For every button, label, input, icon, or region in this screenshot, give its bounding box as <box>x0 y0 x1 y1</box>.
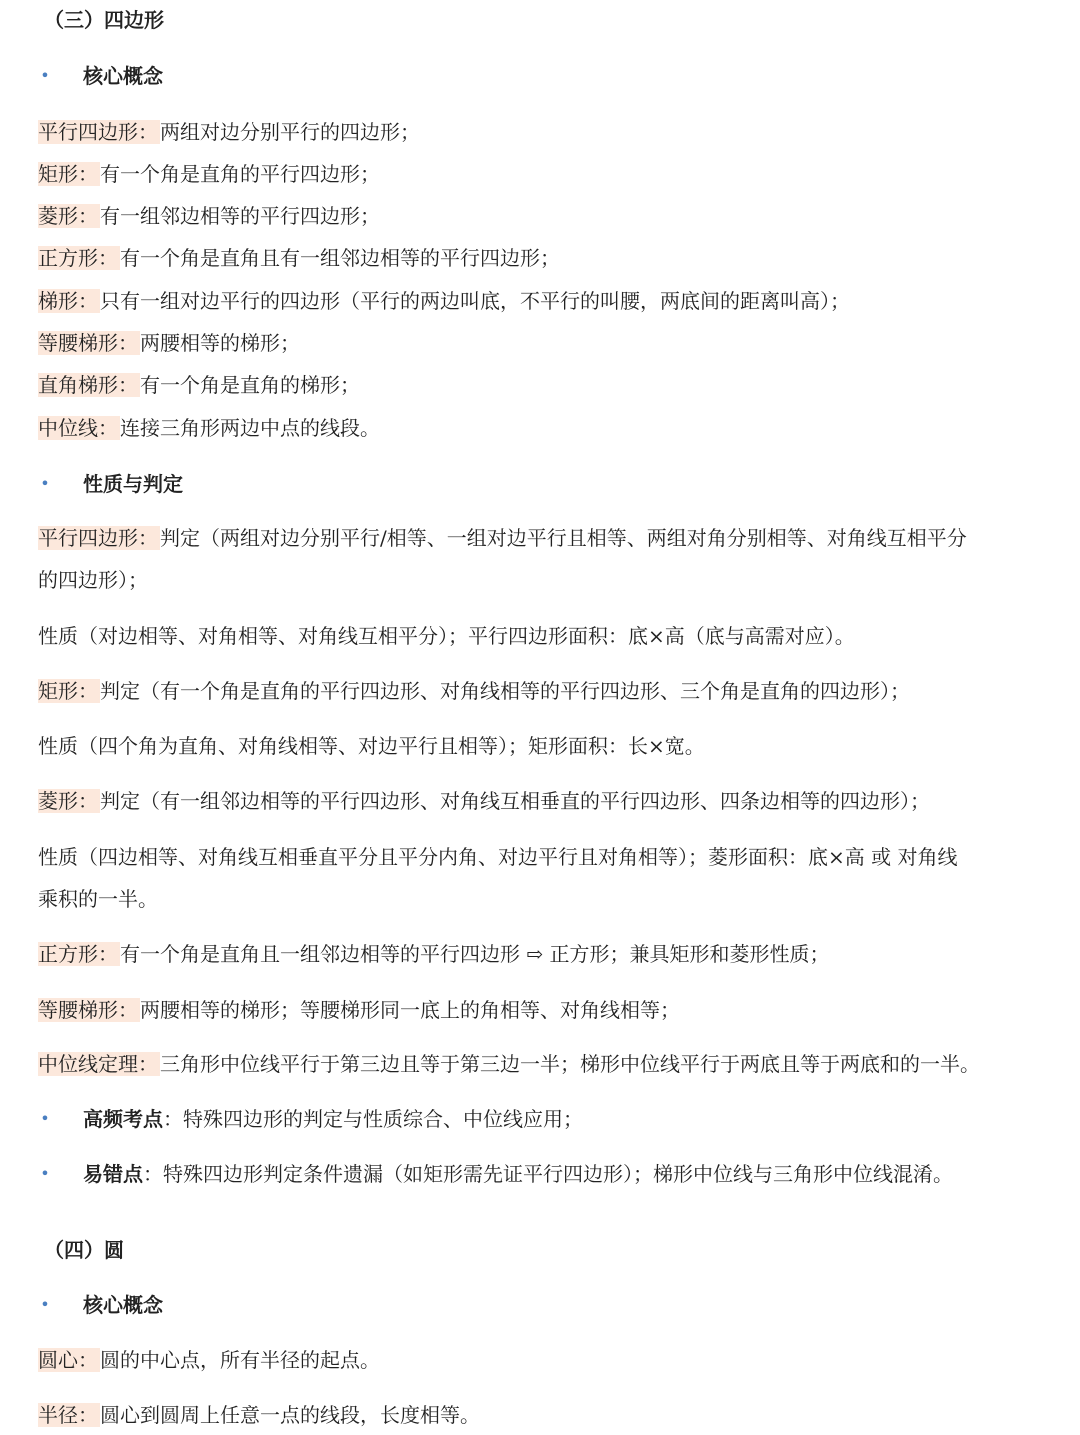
bullet-dot-icon: • <box>40 1164 50 1183</box>
term-label: 中位线定理： <box>38 1052 158 1076</box>
frequent-label: 高频考点 <box>83 1107 163 1131</box>
square-text: 有一个角是直角且一组邻边相等的平行四边形 ⇨ 正方形；兼具矩形和菱形性质； <box>120 942 830 966</box>
term-definition: 有一个角是直角的平行四边形； <box>100 162 380 186</box>
list-item <box>38 1399 1072 1431</box>
props-heading-row <box>38 468 1072 500</box>
list-item <box>38 327 1072 359</box>
section-title-quadrilateral: （三）四边形 <box>44 8 164 32</box>
term-label: 平行四边形： <box>38 526 158 550</box>
term-label: 圆心： <box>38 1348 98 1372</box>
term-label: 矩形： <box>38 162 98 186</box>
parallelogram-judge-cont: 的四边形）； <box>38 568 148 592</box>
parallelogram-property: 性质（对边相等、对角相等、对角线互相平分）；平行四边形面积：底×高（底与高需对应）。 <box>38 624 855 648</box>
term-definition: 有一组邻边相等的平行四边形； <box>100 204 380 228</box>
judge-text: 判定（有一个角是直角的平行四边形、对角线相等的平行四边形、三个角是直角的四边形）； <box>100 679 910 703</box>
list-item <box>38 158 1072 190</box>
term-definition: 只有一组对边平行的四边形（平行的两边叫底，不平行的叫腰，两底间的距离叫高）； <box>100 289 850 313</box>
midline-theorem <box>38 1048 1072 1080</box>
error-label: 易错点 <box>83 1162 143 1186</box>
list-item <box>38 412 1072 444</box>
term-label: 正方形： <box>38 942 118 966</box>
term-label: 等腰梯形： <box>38 331 138 355</box>
props-heading: 性质与判定 <box>83 472 183 496</box>
list-item <box>38 369 1072 401</box>
midline-text: 三角形中位线平行于第三边且等于第三边一半；梯形中位线平行于两底且等于两底和的一半。 <box>160 1052 980 1076</box>
list-item <box>38 200 1072 232</box>
error-points-row <box>38 1158 1072 1190</box>
list-item <box>38 285 1072 317</box>
isosceles-trapezoid-note <box>38 994 1072 1026</box>
term-definition: 两腰相等的梯形； <box>140 331 300 355</box>
term-label: 矩形： <box>38 679 98 703</box>
frequent-points-row <box>38 1103 1072 1135</box>
bullet-dot-icon: • <box>40 1295 50 1314</box>
term-definition: 圆心到圆周上任意一点的线段，长度相等。 <box>100 1403 480 1427</box>
frequent-text: ：特殊四边形的判定与性质综合、中位线应用； <box>163 1107 583 1131</box>
parallelogram-judge <box>38 522 1072 554</box>
term-label: 平行四边形： <box>38 120 158 144</box>
rectangle-property: 性质（四个角为直角、对角线相等、对边平行且相等）；矩形面积：长×宽。 <box>38 734 705 758</box>
term-definition: 圆的中心点，所有半径的起点。 <box>100 1348 380 1372</box>
judge-text: 判定（两组对边分别平行/相等、一组对边平行且相等、两组对角分别相等、对角线互相平分 <box>160 526 967 550</box>
term-label: 半径： <box>38 1403 98 1427</box>
term-label: 菱形： <box>38 789 98 813</box>
list-item <box>38 116 1072 148</box>
term-definition: 有一个角是直角的梯形； <box>140 373 360 397</box>
error-text: ：特殊四边形判定条件遗漏（如矩形需先证平行四边形）；梯形中位线与三角形中位线混淆。 <box>143 1162 953 1186</box>
rhombus-judge <box>38 785 1072 817</box>
term-label: 中位线： <box>38 416 118 440</box>
concepts-heading-row <box>38 60 1072 92</box>
term-definition: 连接三角形两边中点的线段。 <box>120 416 380 440</box>
term-label: 正方形： <box>38 246 118 270</box>
section-title-circle: （四）圆 <box>44 1238 124 1262</box>
list-item <box>38 1344 1072 1376</box>
concepts-heading: 核心概念 <box>83 1293 163 1317</box>
term-label: 菱形： <box>38 204 98 228</box>
square-note <box>38 938 1072 970</box>
list-item <box>38 242 1072 274</box>
term-label: 等腰梯形： <box>38 998 138 1022</box>
rectangle-judge <box>38 675 1072 707</box>
term-label: 直角梯形： <box>38 373 138 397</box>
term-definition: 两组对边分别平行的四边形； <box>160 120 420 144</box>
rhombus-property-cont: 乘积的一半。 <box>38 887 158 911</box>
bullet-dot-icon: • <box>40 474 50 493</box>
circle-concepts-heading-row <box>38 1289 1072 1321</box>
bullet-dot-icon: • <box>40 66 50 85</box>
term-label: 梯形： <box>38 289 98 313</box>
judge-text: 判定（有一组邻边相等的平行四边形、对角线互相垂直的平行四边形、四条边相等的四边形）； <box>100 789 930 813</box>
iso-text: 两腰相等的梯形；等腰梯形同一底上的角相等、对角线相等； <box>140 998 680 1022</box>
bullet-dot-icon: • <box>40 1109 50 1128</box>
term-definition: 有一个角是直角且有一组邻边相等的平行四边形； <box>120 246 560 270</box>
rhombus-property: 性质（四边相等、对角线互相垂直平分且平分内角、对边平行且对角相等）；菱形面积：底×高 或 对角线 <box>38 845 958 869</box>
concepts-heading: 核心概念 <box>83 64 163 88</box>
